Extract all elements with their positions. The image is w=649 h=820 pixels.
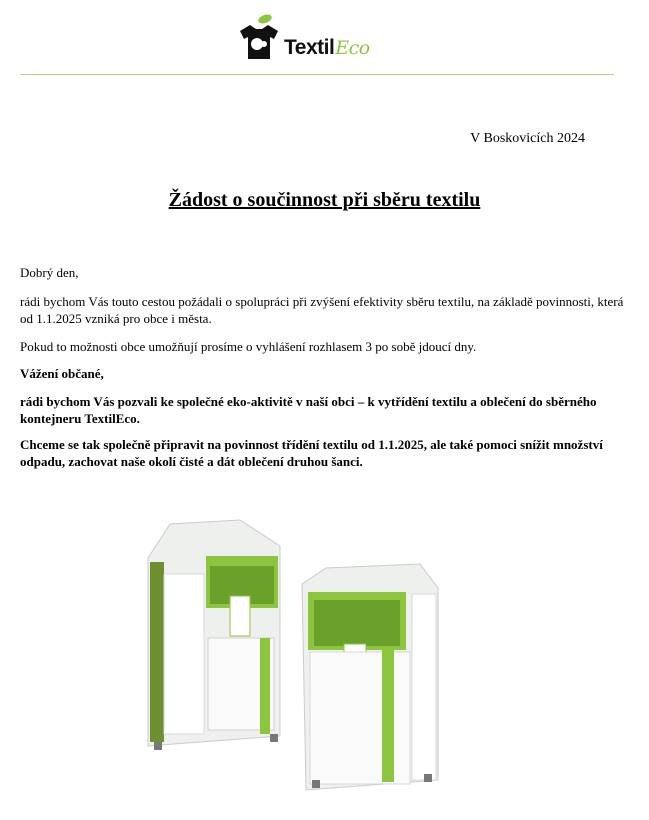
place-date: V Boskovicích 2024 <box>470 131 585 146</box>
brand-logo <box>236 13 396 63</box>
container-left <box>148 520 280 750</box>
salutation: Vážení občané, <box>20 366 104 381</box>
letter-title: Žádost o součinnost při sběru textilu <box>168 189 481 211</box>
paragraph-purpose: Chceme se tak společně připravit na povinnost třídění textilu od 1.1.2025, ale také pomoci snížit množství odpadu, zachovat naše okolí čisté a dát oblečení druhou šanci. <box>20 437 603 469</box>
textileco-logo-icon <box>236 13 282 63</box>
container-right <box>302 564 438 790</box>
collection-container-image <box>130 518 450 818</box>
paragraph-request: rádi bychom Vás touto cestou požádali o spolupráci při zvýšení efektivity sběru textilu, na základě povinnosti, která od 1.1.2025 vzniká pro obce i města. <box>20 294 624 326</box>
greeting: Dobrý den, <box>20 265 79 280</box>
paragraph-announcement: Pokud to možnosti obce umožňují prosíme o vyhlášení rozhlasem 3 po sobě jdoucí dny. <box>20 339 477 354</box>
paragraph-invitation: rádi bychom Vás pozvali ke společné eko-aktivitě v naší obci – k vytřídění textilu a oblečení do sběrného kontejneru TextilEco. <box>20 394 597 426</box>
header-divider <box>20 74 614 75</box>
brand-wordmark: TextilEco <box>284 36 370 59</box>
